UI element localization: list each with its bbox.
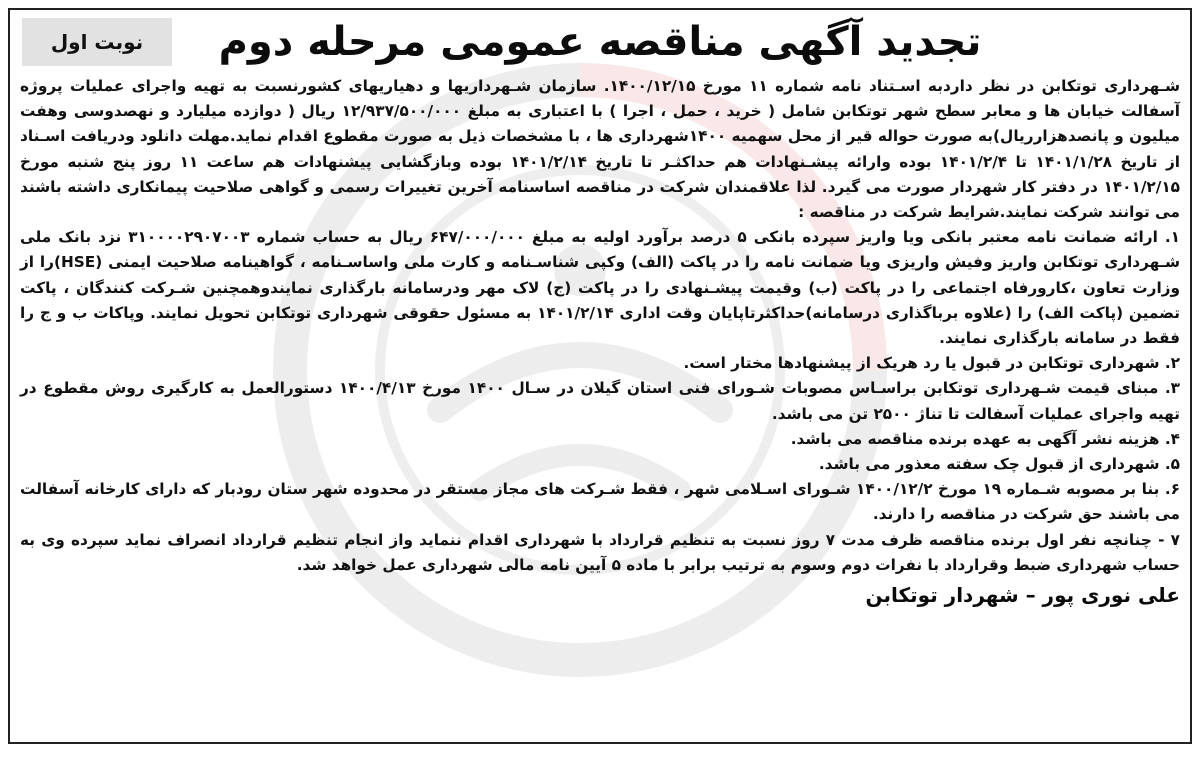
condition-6: ۶. بنا بر مصوبه شـماره ۱۹ مورخ ۱۴۰۰/۱۲/۲ شـورای اسـلامی شهر ، فقط شـرکت های مجاز مستقر در محدوده شهر ستان رودبار که دارای کارخانه آسفالت می باشند حق شرکت در مناقصه را دارند. <box>20 480 1181 524</box>
notice-title: تجدید آگهی مناقصه عمومی مرحله دوم <box>218 19 982 65</box>
condition-4: ۴. هزینه نشر آگهی به عهده برنده مناقصه می باشد. <box>790 429 1180 448</box>
notice-body <box>10 74 1190 578</box>
condition-5: ۵. شهرداری از قبول چک سفته معذور می باشد. <box>818 455 1180 474</box>
round-badge: نوبت اول <box>22 18 172 66</box>
condition-3: ۳. مبنای قیمت شـهرداری توتکابن براسـاس مصوبات شـورای فنی استان گیلان در سـال ۱۴۰۰ مورخ ۱۴۰۰/۴/۱۳ دستورالعمل به کارگیری روش مقطوع در تهیه واجرای عملیات آسفالت تا تناژ ۲۵۰۰ تن می باشد. <box>20 379 1180 423</box>
signature-line: علی نوری پور – شهردار توتکابن <box>865 583 1180 608</box>
condition-1: ۱. ارائه ضمانت نامه معتبر بانکی ویا واریز سپرده بانکی ۵ درصد برآورد اولیه به مبلغ ۶۴۷/۰۰۰/۰۰۰ ریال به حساب شماره ۳۱۰۰۰۰۲۹۰۷۰۰۳ نزد بانک ملی شـهرداری توتکابن واریز وفیش واریزی ویا ضمانت نامه را در پاکت (الف) وکپی شناسـنامه و کارت ملی واساسـنامه ، گواهینامه صلاحیت ایمنی (HSE)را از وزارت تعاون ،کارورفاه اجتماعی را در پاکت (ب) وقیمت پیشـنهادی را در پاکت (ج) لاک مهر ودرسامانه بارگذاری نمایندوهمچنین شـرکت کنندگان ، پاکت تضمین (پاکت الف) را (علاوه برباگذاری درسامانه)حداکثرتاپایان وقت اداری ۱۴۰۱/۲/۱۴ به مسئول حقوقی شهرداری توتکابن تحویل نمایند. وپاکات ب و ج را فقط در سامانه بارگذاری نمایند. <box>20 228 1180 348</box>
intro-paragraph: شـهرداری توتکابن در نظر داردبه اسـتناد نامه شماره ۱۱ مورخ ۱۴۰۰/۱۲/۱۵. سازمان شـهرداریها و دهیاریهای کشورنسبت به تهیه واجرای عملیات پروژه آسفالت خیابان ها و معابر سطح شهر توتکابن شامل ( خرید ، حمل ، اجرا ) با اعتباری به مبلغ ۱۲/۹۳۷/۵۰۰/۰۰۰ ریال ( دوازده میلیارد و نهصدوسی وهفت میلیون و پانصدهزارریال)به صورت حواله قیر از محل سهمیه ۱۴۰۰شهرداری ها ، با مشخصات ذیل به صورت مقطوع اقدام نماید.مهلت دانلود ودریافت اسـناد از تاریخ ۱۴۰۱/۱/۲۸ تا ۱۴۰۱/۲/۴ بوده وارائه پیشـنهادات هم حداکثـر تا تاریخ ۱۴۰۱/۲/۱۴ بوده وبازگشایی پیشنهادات هم ساعت ۱۱ روز پنج شنبه مورخ ۱۴۰۱/۲/۱۵ در دفتر کار شهردار صورت می گیرد. لذا علاقمندان شرکت در مناقصه اساسنامه آخرین تغییرات رسمی و گواهی صلاحیت پیمانکاری داشته باشند می توانند شرکت نمایند.شرایط شرکت در مناقصه : <box>20 77 1181 222</box>
notice-header <box>10 10 1190 74</box>
condition-2: ۲. شهرداری توتکابن در قبول یا رد هریک از پیشنهادها مختار است. <box>683 354 1180 373</box>
tender-notice <box>8 8 1192 744</box>
condition-7: ۷ - چنانچه نفر اول برنده مناقصه ظرف مدت ۷ روز نسبت به تنظیم قرارداد با شهرداری اقدام ننماید واز انجام تنظیم قرارداد انصراف نماید سپرده وی به حساب شهرداری ضبط وقرارداد با نفرات دوم وسوم به ترتیب برابر با ماده ۵ آیین نامه مالی شهرداری عمل خواهد شد. <box>20 530 1181 574</box>
